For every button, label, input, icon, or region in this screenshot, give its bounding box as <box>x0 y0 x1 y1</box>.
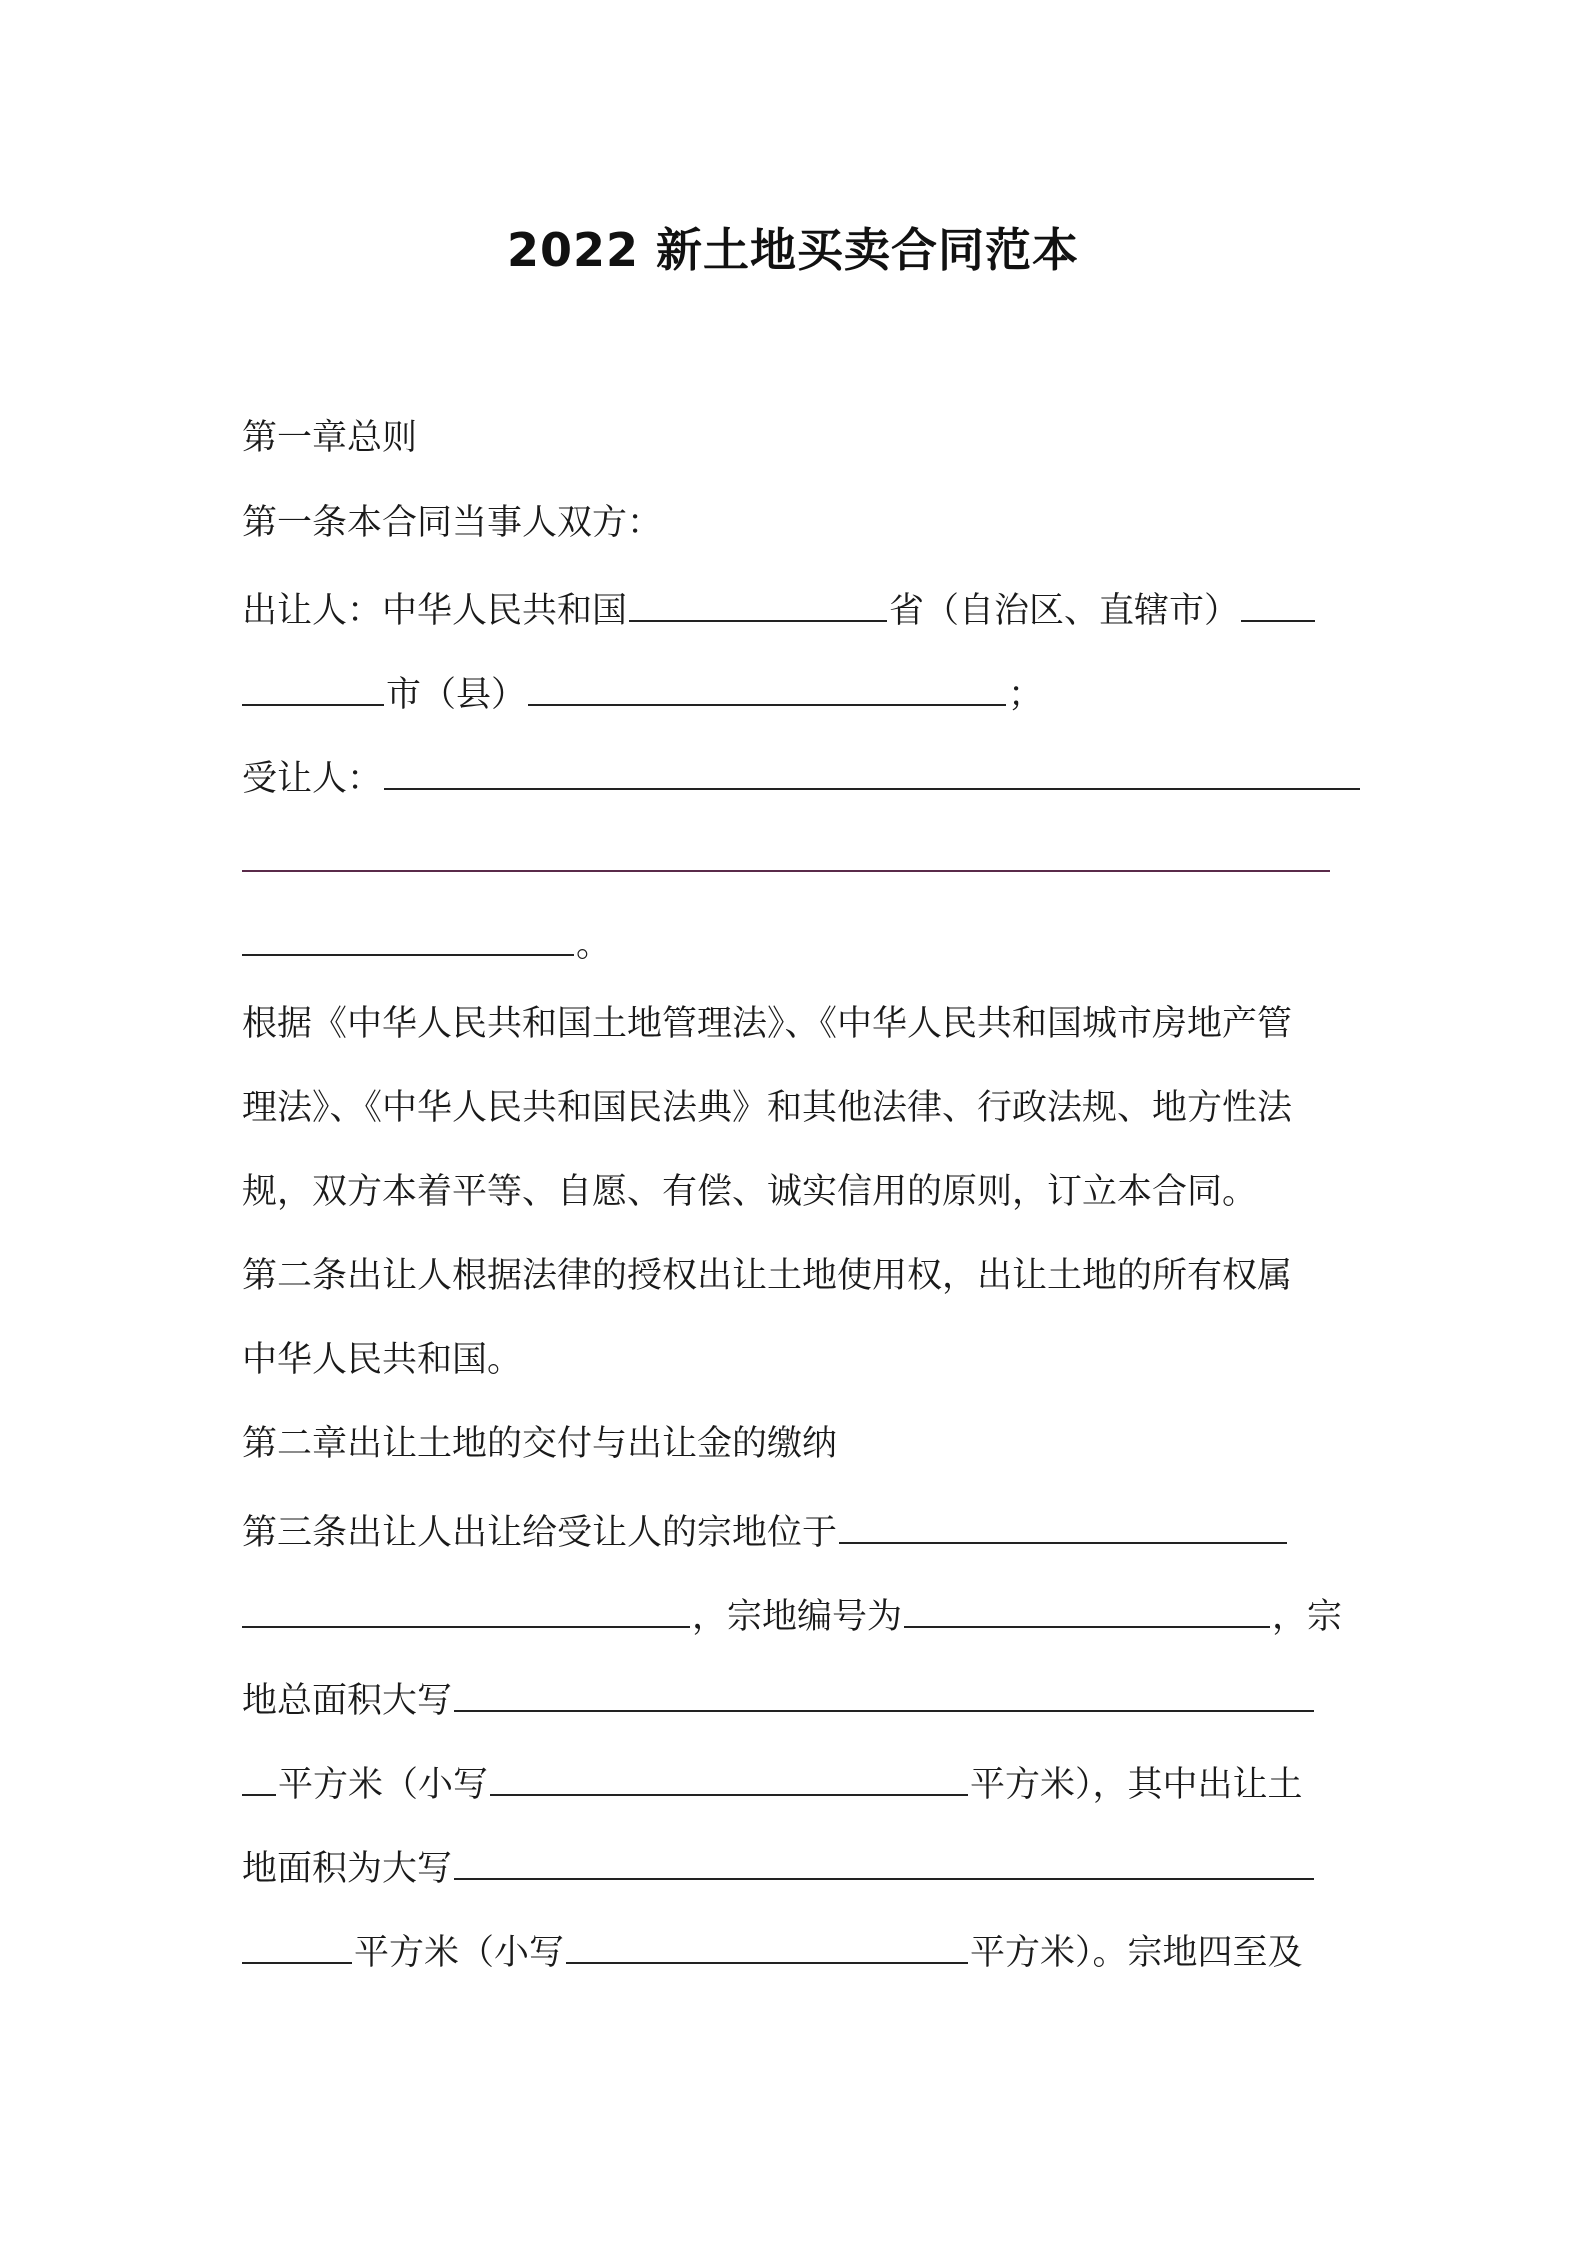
article-3-line-5: 地面积为大写 <box>242 1838 1362 1890</box>
transferee-line-2 <box>242 830 1362 882</box>
transferee-blank-3[interactable] <box>242 914 574 956</box>
city-blank-end[interactable] <box>242 664 384 706</box>
transferor-line-2: 市（县） ； <box>242 664 1362 716</box>
total-area-words-blank[interactable] <box>454 1670 1314 1712</box>
article-2-line-2: 中华人民共和国。 <box>242 1340 523 1380</box>
article-3-line-4: 平方米（小写 平方米），其中出让土 <box>242 1754 1362 1806</box>
transfer-area-words-blank[interactable] <box>454 1838 1314 1880</box>
province-blank[interactable] <box>629 580 887 622</box>
article-3-line-6: 平方米（小写 平方米）。宗地四至及 <box>242 1922 1362 1974</box>
article-3-line-1: 第三条出让人出让给受让人的宗地位于 <box>242 1502 1362 1554</box>
county-blank[interactable] <box>528 664 1006 706</box>
basis-line-2: 理法》、《中华人民共和国民法典》和其他法律、行政法规、地方性法 <box>242 1088 1293 1128</box>
total-area-words-blank-2[interactable] <box>242 1754 276 1796</box>
transfer-area-words-blank-2[interactable] <box>242 1922 352 1964</box>
parcel-location-blank-2[interactable] <box>242 1586 690 1628</box>
transferor-line: 出让人：中华人民共和国 省（自治区、直辖市） <box>242 580 1362 632</box>
transferee-line: 受让人： <box>242 748 1362 800</box>
basis-line-1: 根据《中华人民共和国土地管理法》、《中华人民共和国城市房地产管 <box>242 1004 1293 1044</box>
transferee-blank[interactable] <box>384 748 1360 790</box>
document-title: 2022 新土地买卖合同范本 <box>506 223 1080 277</box>
transferee-line-3: 。 <box>242 914 1362 966</box>
total-area-digits-blank[interactable] <box>490 1754 968 1796</box>
parcel-number-blank[interactable] <box>904 1586 1270 1628</box>
chapter-1-heading: 第一章总则 <box>242 418 418 458</box>
basis-line-3: 规，双方本着平等、自愿、有偿、诚实信用的原则，订立本合同。 <box>242 1172 1258 1212</box>
transferee-blank-2[interactable] <box>242 830 1330 872</box>
article-2-line-1: 第二条出让人根据法律的授权出让土地使用权，出让土地的所有权属 <box>242 1256 1293 1296</box>
article-3-line-2: ，宗地编号为 ，宗 <box>242 1586 1362 1638</box>
transfer-area-digits-blank[interactable] <box>566 1922 968 1964</box>
chapter-2-heading: 第二章出让土地的交付与出让金的缴纳 <box>242 1424 838 1464</box>
city-blank-start[interactable] <box>1241 580 1315 622</box>
article-3-line-3: 地总面积大写 <box>242 1670 1362 1722</box>
article-1-line: 第一条本合同当事人双方： <box>242 503 663 543</box>
parcel-location-blank[interactable] <box>839 1502 1287 1544</box>
